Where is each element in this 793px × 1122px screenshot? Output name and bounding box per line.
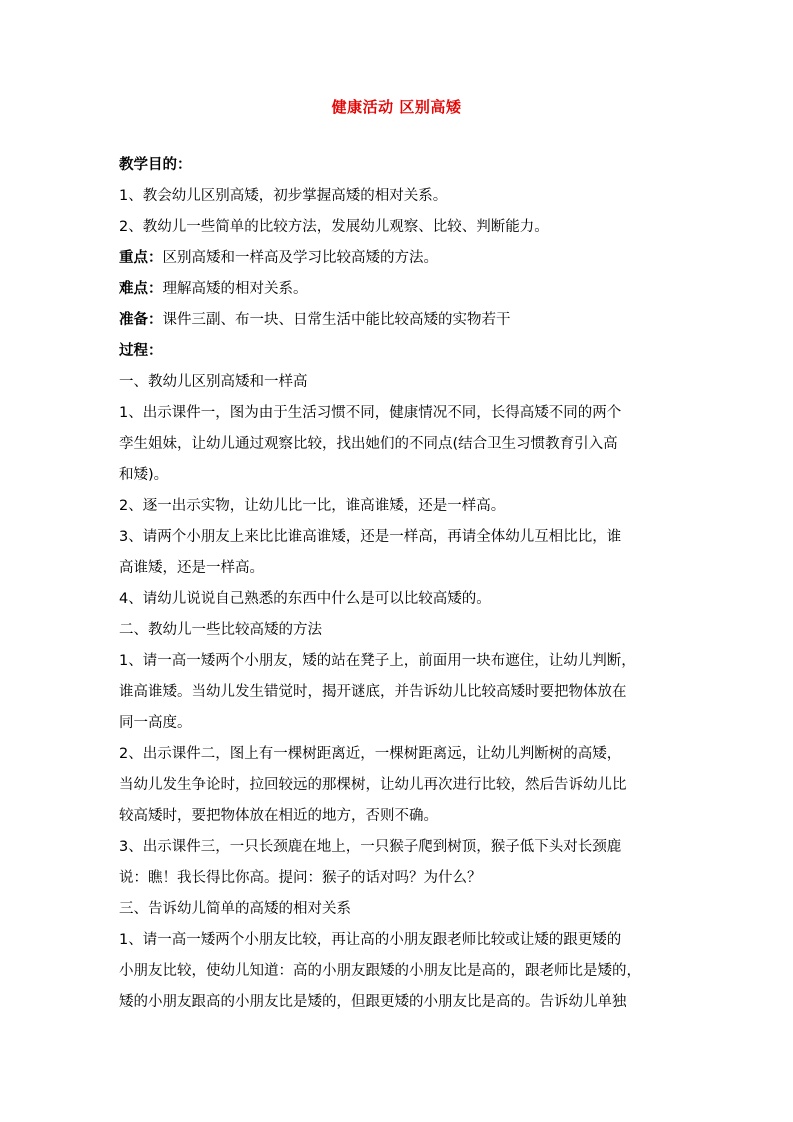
- section-2-paragraph-1: [119, 646, 679, 739]
- paragraph-line: 较高矮时，要把物体放在相近的地方，否则不确。: [119, 808, 438, 824]
- paragraph-line: 说：瞧！我长得比你高。提问：猴子的话对吗？为什么？: [119, 870, 482, 886]
- goal-1: 1、教会幼儿区别高矮，初步掌握高矮的相对关系。: [119, 188, 448, 204]
- preparation-label: 准备：: [119, 312, 163, 328]
- paragraph-line: 3、出示课件三，一只长颈鹿在地上，一只猴子爬到树顶，猴子低下头对长颈鹿: [119, 839, 622, 855]
- section-1-heading: 一、教幼儿区别高矮和一样高: [119, 374, 308, 390]
- paragraph-line: 1、请一高一矮两个小朋友，矮的站在凳子上，前面用一块布遮住，让幼儿判断，: [119, 653, 636, 669]
- goal-2: 2、教幼儿一些简单的比较方法，发展幼儿观察、比较、判断能力。: [119, 219, 549, 235]
- paragraph-line: 1、出示课件一，图为由于生活习惯不同，健康情况不同，长得高矮不同的两个: [119, 405, 622, 421]
- section-3-heading: 三、告诉幼儿简单的高矮的相对关系: [119, 901, 351, 917]
- key-point-label: 重点：: [119, 250, 163, 266]
- goals-heading: 教学目的：: [119, 157, 192, 173]
- paragraph-line: 当幼儿发生争论时，拉回较远的那棵树，让幼儿再次进行比较，然后告诉幼儿比: [119, 777, 627, 793]
- section-1-paragraph-3: [119, 522, 679, 584]
- paragraph-line: 矮的小朋友跟高的小朋友比是矮的，但跟更矮的小朋友比是高的。告诉幼儿单独: [119, 994, 627, 1010]
- paragraph-line: 同一高度。: [119, 715, 192, 731]
- section-2-paragraph-3: [119, 832, 679, 894]
- difficulty-text: 理解高矮的相对关系。: [162, 281, 308, 297]
- document-title: 健康活动 区别高矮: [331, 98, 462, 116]
- paragraph-line: 谁高谁矮。当幼儿发生错觉时，揭开谜底，并告诉幼儿比较高矮时要把物体放在: [119, 684, 627, 700]
- process-heading: 过程：: [119, 343, 163, 359]
- key-point-text: 区别高矮和一样高及学习比较高矮的方法。: [162, 250, 438, 266]
- section-2-heading: 二、教幼儿一些比较高矮的方法: [119, 622, 322, 638]
- paragraph-line: 3、请两个小朋友上来比比谁高谁矮，还是一样高，再请全体幼儿互相比比，谁: [119, 529, 622, 545]
- difficulty-point: [119, 274, 679, 305]
- section-1-paragraph-4: 4、请幼儿说说自己熟悉的东西中什么是可以比较高矮的。: [119, 591, 491, 607]
- section-1-paragraph-1: [119, 398, 679, 491]
- key-point: [119, 243, 679, 274]
- paragraph-line: 小朋友比较，使幼儿知道：高的小朋友跟矮的小朋友比是高的，跟老师比是矮的，: [119, 963, 641, 979]
- section-3-paragraph-1: [119, 925, 679, 1018]
- document-body: [119, 150, 679, 1018]
- section-1-paragraph-2: 2、逐一出示实物，让幼儿比一比，谁高谁矮，还是一样高。: [119, 498, 506, 514]
- paragraph-line: 1、请一高一矮两个小朋友比较，再让高的小朋友跟老师比较或让矮的跟更矮的: [119, 932, 622, 948]
- preparation-text: 课件三副、布一块、日常生活中能比较高矮的实物若干: [162, 312, 511, 328]
- paragraph-line: 2、出示课件二，图上有一棵树距离近，一棵树距离远，让幼儿判断树的高矮，: [119, 746, 622, 762]
- paragraph-line: 高谁矮，还是一样高。: [119, 560, 264, 576]
- paragraph-line: 孪生姐妹，让幼儿通过观察比较，找出她们的不同点(结合卫生习惯教育引入高: [119, 436, 618, 452]
- preparation: [119, 305, 679, 336]
- section-2-paragraph-2: [119, 739, 679, 832]
- difficulty-label: 难点：: [119, 281, 163, 297]
- paragraph-line: 和矮)。: [119, 467, 169, 483]
